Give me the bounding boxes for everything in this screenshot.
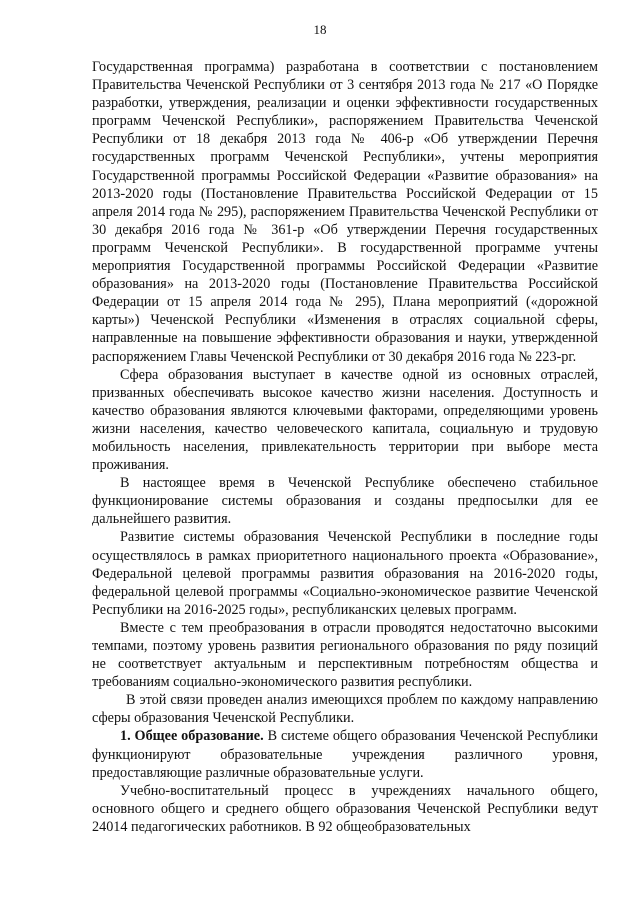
section-title-general-education: 1. Общее образование.	[120, 728, 264, 745]
paragraph-development-history: Развитие системы образования Чеченской Республики в последние годы осуществлялось в рамках приоритетного национального проекта «Образование», Федеральной целевой программы развития образования на 2016-2020 годы, федеральной целевой программы «Социально-экономическое развитие Чеченской Республики на 2016-2025 годы», республиканских целевых программ.	[92, 529, 598, 618]
page-body	[92, 58, 598, 836]
paragraph-education-sphere: Сфера образования выступает в качестве одной из основных отраслей, призванных обеспечивать высокое качество жизни населения. Доступность и качество образования являются ключевыми факторами, определяющими уровень жизни населения, качество человеческого капитала, социальную и трудовую мобильность населения, привлекательность территории при выборе места проживания.	[92, 366, 598, 474]
paragraph-program-basis: Государственная программа) разработана в соответствии с постановлением Правительства Чеченской Республики от 3 сентября 2013 года № 217 «О Порядке разработки, утверждения, реализации и оценки эффективности государственных программ Чеченской Республики», распоряжением Правительства Чеченской Республики от 18 декабря 2013 года № 406-р «Об утверждении Перечня государственных программ Чеченской Республики», учтены мероприятия Государственной программы Российской Федерации «Развитие образования» на 2013-2020 годы (Постановление Правительства Российской Федерации от 15 апреля 2014 года № 295), распоряжением Правительства Чеченской Республики от 30 декабря 2016 года № 361-р «Об утверждении Перечня государственных программ Чеченской Республики». В государственной программе учтены мероприятия Государственной программы Российской Федерации «Развитие образования» на 2013-2020 годы (Постановление Правительства Российской Федерации от 15 апреля 2014 года № 295), Плана мероприятий («дорожной карты») Чеченской Республики «Изменения в отраслях социальной сферы, направленные на повышение эффективности образования и науки, утвержденной распоряжением Главы Чеченской Республики от 30 декабря 2016 года № 223-рг.	[92, 59, 598, 365]
paragraph-slow-transformation: Вместе с тем преобразования в отрасли проводятся недостаточно высокими темпами, поэтому уровень развития регионального образования по ряду позиций не соответствует актуальным и перспективным потребностям общества и требованиям социально-экономического развития республики.	[92, 619, 598, 691]
paragraph-general-education-text: В системе общего образования Чеченской Республики функционируют образовательные учреждения различного уровня, предоставляющие различные образовательные услуги.	[92, 728, 598, 781]
paragraph-current-state: В настоящее время в Чеченской Республике обеспечено стабильное функционирование системы образования и созданы предпосылки для ее дальнейшего развития.	[92, 475, 598, 528]
paragraph-teaching-process: Учебно-воспитательный процесс в учреждениях начального общего, основного общего и среднего общего образования Чеченской Республики ведут 24014 педагогических работников. В 92 общеобразовательных	[92, 782, 598, 835]
paragraph-general-education	[92, 727, 598, 781]
paragraph-problem-analysis: В этой связи проведен анализ имеющихся проблем по каждому направлению сферы образования Чеченской Республики.	[92, 692, 598, 727]
page-number: 18	[313, 22, 327, 37]
